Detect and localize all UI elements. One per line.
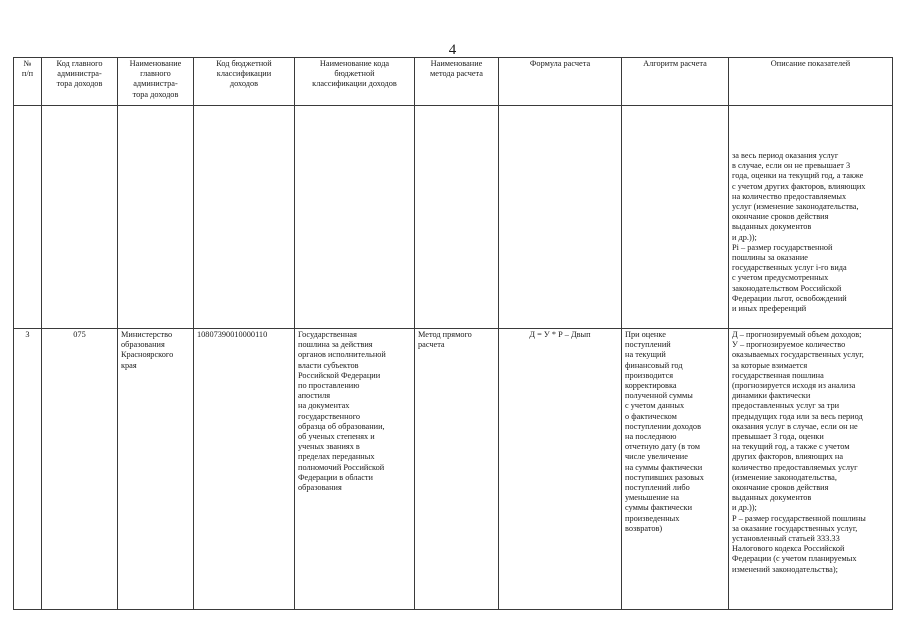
- cell-empty: [118, 106, 194, 329]
- cell-description-continued: за весь период оказания услуг в случае, если он не превышает 3 года, оценки на текущий год, а также с учетом других факторов, влияющих на количество предоставляемых услуг (изменение законодательства, окончание сроков действия выданных документов и др.)); Pi – размер государственной пошлины за оказание государственных услуг i-го вида с учетом предусмотренных законодательством Российской Федерации льгот, освобождений и иных преференций: [729, 106, 893, 329]
- cell-algorithm: При оценке поступлений на текущий финансовый год производится корректировка полученной суммы с учетом данных о фактическом поступлении доходов на последнюю отчетную дату (в том числе увеличение на суммы фактически поступивших разовых поступлений либо уменьшение на суммы фактически произведенных возвратов): [622, 329, 729, 610]
- cell-kbk-name: Государственная пошлина за действия органов исполнительной власти субъектов Российской Федерации по проставлению апостиля на документах государственного образца об образовании, об ученых степенях и ученых званиях в пределах переданных полномочий Российской Федерации в области образования: [295, 329, 415, 610]
- table-row-continuation: [14, 106, 893, 329]
- budget-revenue-table: [13, 57, 893, 610]
- cell-kbk: 10807390010000110: [194, 329, 295, 610]
- cell-empty: [295, 106, 415, 329]
- header-admin-name: Наименование главного администра- тора доходов: [118, 58, 194, 106]
- cell-formula: Д = У * Р – Двып: [499, 329, 622, 610]
- cell-admin-code: 075: [42, 329, 118, 610]
- cell-empty: [415, 106, 499, 329]
- table-header-row: [14, 58, 893, 106]
- cell-admin-name: Министерство образования Красноярского края: [118, 329, 194, 610]
- page-number: 4: [448, 42, 457, 58]
- table-row: [14, 329, 893, 610]
- cell-method: Метод прямого расчета: [415, 329, 499, 610]
- header-kbk-name: Наименование кода бюджетной классификации доходов: [295, 58, 415, 106]
- header-method: Наименование метода расчета: [415, 58, 499, 106]
- cell-num: 3: [14, 329, 42, 610]
- header-admin-code: Код главного администра- тора доходов: [42, 58, 118, 106]
- cell-empty: [499, 106, 622, 329]
- header-num: № п/п: [14, 58, 42, 106]
- header-algorithm: Алгоритм расчета: [622, 58, 729, 106]
- cell-empty: [42, 106, 118, 329]
- cell-empty: [622, 106, 729, 329]
- cell-empty: [14, 106, 42, 329]
- cell-empty: [194, 106, 295, 329]
- cell-description: Д – прогнозируемый объем доходов; У – прогнозируемое количество оказываемых государственных услуг, за которые взимается государственная пошлина (прогнозируется исходя из анализа динамики фактически предоставленных услуг за три предыдущих года или за весь период оказания услуг в случае, если он не превышает 3 года, оценки на текущий год, а также с учетом других факторов, влияющих на количество предоставляемых услуг (изменение законодательства, окончание сроков действия выданных документов и др.)); Р – размер государственной пошлины за оказание государственных услуг, установленный статьей 333.33 Налогового кодекса Российской Федерации (с учетом планируемых изменений законодательства);: [729, 329, 893, 610]
- header-formula: Формула расчета: [499, 58, 622, 106]
- header-description: Описание показателей: [729, 58, 893, 106]
- header-kbk: Код бюджетной классификации доходов: [194, 58, 295, 106]
